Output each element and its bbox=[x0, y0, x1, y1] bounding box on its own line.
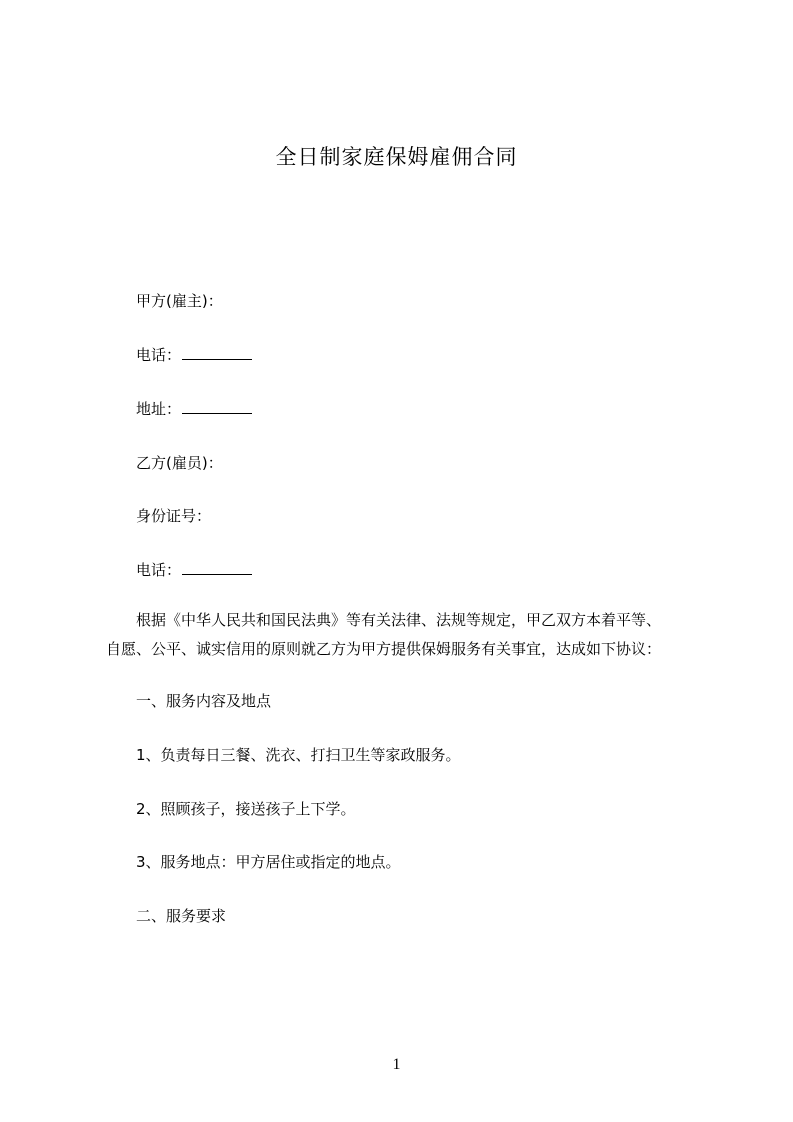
phone-a-blank bbox=[182, 345, 252, 360]
section-2-heading: 二、服务要求 bbox=[136, 907, 227, 925]
phone-a-line bbox=[136, 344, 252, 366]
list-item: 3、服务地点：甲方居住或指定的地点。 bbox=[136, 853, 401, 871]
phone-b-label: 电话： bbox=[136, 561, 182, 579]
intro-paragraph-line1: 根据《中华人民共和国民法典》等有关法律、法规等规定，甲乙双方本着平等、 bbox=[136, 611, 662, 629]
party-b-label: 乙方(雇员)： bbox=[136, 454, 223, 472]
party-b-line bbox=[136, 452, 223, 474]
address-blank bbox=[182, 399, 252, 414]
phone-b-blank bbox=[182, 560, 252, 575]
id-number-label: 身份证号： bbox=[136, 507, 212, 525]
intro-paragraph-line2: 自愿、公平、诚实信用的原则就乙方为甲方提供保姆服务有关事宜，达成如下协议： bbox=[106, 640, 662, 658]
address-line bbox=[136, 398, 252, 420]
list-item: 1、负责每日三餐、洗衣、打扫卫生等家政服务。 bbox=[136, 746, 461, 764]
list-item: 2、照顾孩子，接送孩子上下学。 bbox=[136, 800, 356, 818]
party-a-label: 甲方(雇主)： bbox=[136, 292, 223, 310]
address-label: 地址： bbox=[136, 400, 182, 418]
phone-b-line bbox=[136, 559, 252, 581]
party-a-line bbox=[136, 290, 223, 312]
section-1-heading: 一、服务内容及地点 bbox=[136, 692, 272, 710]
document-title: 全日制家庭保姆雇佣合同 bbox=[275, 145, 518, 169]
id-number-line bbox=[136, 505, 211, 527]
page-number: 1 bbox=[392, 1056, 401, 1073]
phone-a-label: 电话： bbox=[136, 346, 182, 364]
